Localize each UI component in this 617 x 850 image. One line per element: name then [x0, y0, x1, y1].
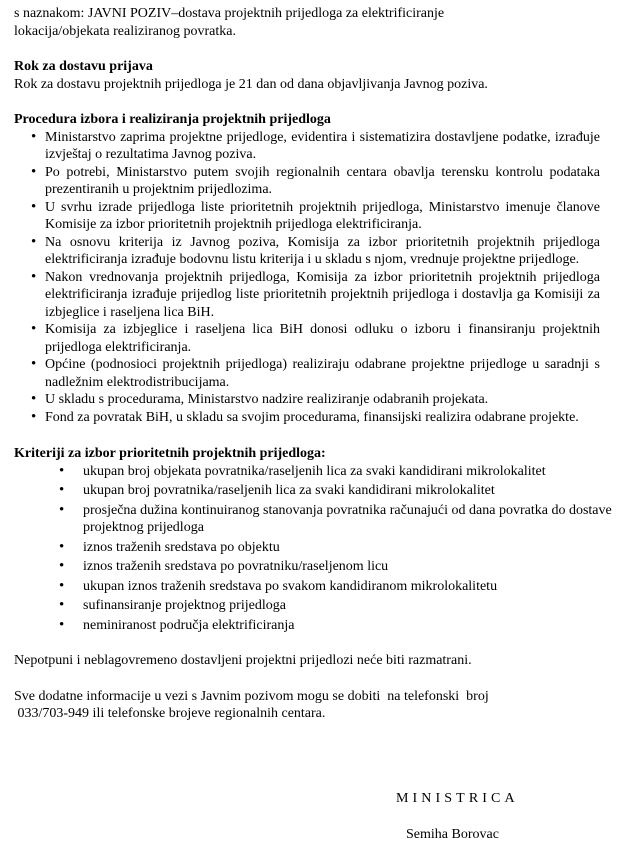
criteria-item: • ukupan broj povratnika/raseljenih lica za svaki kandidirani mikrolokalitet [14, 482, 617, 500]
procedure-item: • Komisija za izbjeglice i raseljena lica BiH donosi odluku o izboru i finansiranju projektnih prijedloga elektrificiranja. [14, 321, 600, 356]
contact-note [14, 688, 604, 723]
deadline-text: Rok za dostavu projektnih prijedloga je 21 dan od dana objavljivanja Javnog poziva. [14, 76, 488, 92]
criteria-section [14, 445, 612, 634]
procedure-item: • U svrhu izrade prijedloga liste prioritetnih projektnih prijedloga, Ministarstvo imenuje članove Komisije za izbor prioritetnih projektnih prijedloga elektrificiranja. [14, 199, 600, 234]
criteria-item: • neminiranost područja elektrificiranja [14, 617, 617, 635]
procedure-item: • Na osnovu kriterija iz Javnog poziva, Komisija za izbor prioritetnih projektnih prijedloga elektrificiranja izrađuje bodovnu listu kriterija i u skladu s njom, vrednuje projektne prijedloge. [14, 234, 600, 269]
procedure-section [14, 111, 604, 426]
procedure-heading: Procedura izbora i realiziranja projektnih prijedloga [14, 112, 331, 127]
procedure-item: • U skladu s procedurama, Ministarstvo nadzire realiziranje odabranih projekata. [14, 391, 600, 409]
incomplete-note: Nepotpuni i neblagovremeno dostavljeni projektni prijedlozi neće biti razmatrani. [14, 653, 472, 668]
criteria-item: • iznos traženih sredstava po povratniku/raseljenom licu [14, 558, 617, 576]
procedure-item: • Po potrebi, Ministarstvo putem svojih regionalnih centara obavlja terensku kontrolu podataka prezentiranih u projektnim prijedlozima. [14, 164, 600, 199]
procedure-item: • Općine (podnosioci projektnih prijedloga) realiziraju odabrane projektne prijedloge u saradnji s nadležnim elektrodistribucijama. [14, 356, 600, 391]
criteria-item: • sufinansiranje projektnog prijedloga [14, 597, 617, 615]
intro-line-2: lokacija/objekata realiziranog povratka. [14, 23, 236, 39]
criteria-item: • prosječna dužina kontinuiranog stanovanja povratnika računajući od dana povratka do dostave projektnog prijedloga [14, 502, 617, 537]
procedure-item: • Fond za povratak BiH, u skladu sa svojim procedurama, finansijski realizira odabrane projekte. [14, 409, 600, 427]
procedure-item: • Nakon vrednovanja projektnih prijedloga, Komisija za izbor prioritetnih projektnih prijedloga elektrificiranja izrađuje prijedlog liste prioritetnih projektnih prijedloga i dostavlja ga Komisiji za izbjeglice i raseljena lica BiH. [14, 269, 600, 322]
procedure-item: • Ministarstvo zaprima projektne prijedloge, evidentira i sistematizira dostavljene podatke, izrađuje izvještaj o rezultatima Javnog poziva. [14, 129, 600, 164]
deadline-heading: Rok za dostavu prijava [14, 59, 153, 74]
document-page [14, 5, 612, 723]
intro-line-1: s naznakom: JAVNI POZIV–dostava projektnih prijedloga za elektrificiranje [14, 6, 445, 21]
deadline-section [14, 58, 604, 93]
criteria-item: • ukupan broj objekata povratnika/raseljenih lica za svaki kandidirani mikrolokalitet [14, 463, 617, 481]
contact-line-2: 033/703-949 ili telefonske brojeve regionalnih centara. [14, 706, 326, 721]
signature-block [396, 790, 519, 843]
procedure-list [14, 129, 604, 427]
criteria-list [14, 463, 612, 635]
signature-name: Semiha Borovac [406, 826, 499, 842]
criteria-item: • iznos traženih sredstava po objektu [14, 539, 617, 557]
signature-title: MINISTRICA [396, 791, 519, 806]
criteria-item: • ukupan iznos traženih sredstava po svakom kandidiranom mikrolokalitetu [14, 578, 617, 596]
criteria-heading: Kriteriji za izbor prioritetnih projektnih prijedloga: [14, 446, 326, 461]
contact-line-1: Sve dodatne informacije u vezi s Javnim pozivom mogu se dobiti na telefonski broj [14, 688, 489, 704]
